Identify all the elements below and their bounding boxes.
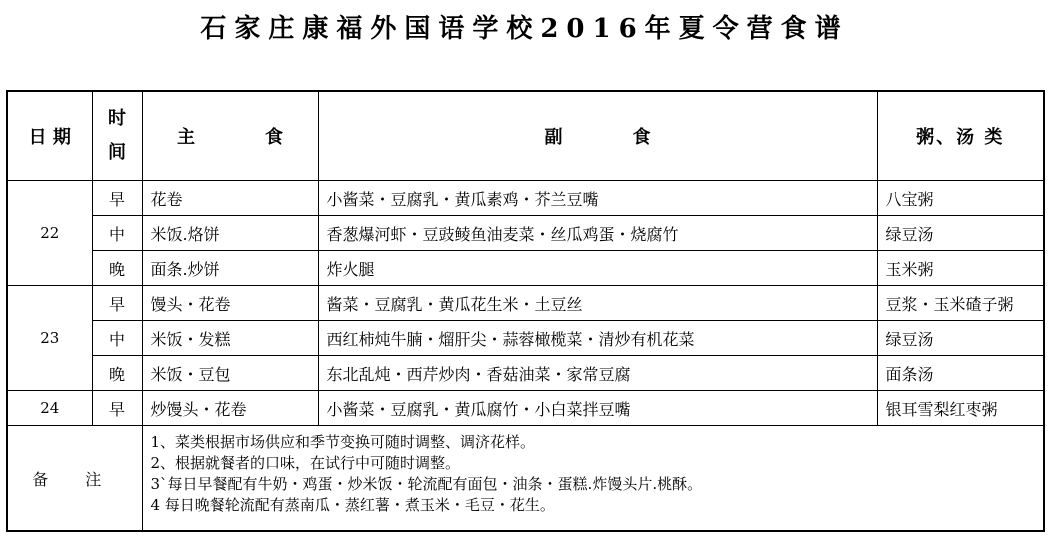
side-dishes: 西红柿炖牛腩・熘肝尖・蒜蓉橄榄菜・清炒有机花菜 (318, 321, 877, 356)
meal-time: 早 (92, 181, 142, 216)
notes-content (142, 426, 1044, 532)
header-main (142, 91, 318, 181)
soup: 豆浆・玉米碴子粥 (877, 286, 1044, 321)
day-cell: 24 (7, 391, 92, 426)
table-row (7, 391, 1044, 426)
header-side-1: 副 (544, 127, 563, 148)
meal-time: 早 (92, 286, 142, 321)
note-line: 1、菜类根据市场供应和季节变换可随时调整、调济花样。 (150, 433, 536, 451)
side-dishes: 酱菜・豆腐乳・黄瓜花生米・土豆丝 (318, 286, 877, 321)
header-time-2: 间 (108, 142, 126, 163)
note-line: 3`每日早餐配有牛奶・鸡蛋・炒米饭・轮流配有面包・油条・蛋糕.炸馒头片.桃酥。 (150, 475, 703, 493)
header-soup: 粥、汤 类 (877, 91, 1044, 181)
menu-table (6, 90, 1045, 532)
side-dishes: 小酱菜・豆腐乳・黄瓜素鸡・芥兰豆嘴 (318, 181, 877, 216)
main-food: 米饭・发糕 (142, 321, 318, 356)
soup: 面条汤 (877, 356, 1044, 391)
side-dishes: 香葱爆河虾・豆豉鲮鱼油麦菜・丝瓜鸡蛋・烧腐竹 (318, 216, 877, 251)
main-food: 花卷 (142, 181, 318, 216)
table-row (7, 181, 1044, 216)
table-row (7, 251, 1044, 286)
main-food: 米饭.烙饼 (142, 216, 318, 251)
header-time (92, 91, 142, 181)
header-main-2: 食 (265, 127, 283, 148)
table-row (7, 216, 1044, 251)
note-line: 2、根据就餐者的口味，在试行中可随时调整。 (150, 454, 461, 472)
main-food: 米饭・豆包 (142, 356, 318, 391)
header-main-1: 主 (177, 127, 195, 148)
meal-time: 早 (92, 391, 142, 426)
notes-row (7, 426, 1044, 532)
table-row (7, 356, 1044, 391)
main-food: 馒头・花卷 (142, 286, 318, 321)
soup: 八宝粥 (877, 181, 1044, 216)
header-side (318, 91, 877, 181)
soup: 玉米粥 (877, 251, 1044, 286)
header-time-1: 时 (108, 108, 126, 129)
main-food: 面条.炒饼 (142, 251, 318, 286)
day-cell: 23 (7, 286, 92, 391)
meal-time: 晚 (92, 251, 142, 286)
page-title: 石家庄康福外国语学校2016年夏令营食谱 (200, 14, 849, 44)
header-row (7, 91, 1044, 181)
table-row (7, 286, 1044, 321)
meal-time: 中 (92, 216, 142, 251)
side-dishes: 炸火腿 (318, 251, 877, 286)
meal-time: 晚 (92, 356, 142, 391)
soup: 绿豆汤 (877, 216, 1044, 251)
soup: 银耳雪梨红枣粥 (877, 391, 1044, 426)
side-dishes: 东北乱炖・西芹炒肉・香菇油菜・家常豆腐 (318, 356, 877, 391)
meal-time: 中 (92, 321, 142, 356)
side-dishes: 小酱菜・豆腐乳・黄瓜腐竹・小白菜拌豆嘴 (318, 391, 877, 426)
day-cell: 22 (7, 181, 92, 286)
soup: 绿豆汤 (877, 321, 1044, 356)
header-date: 日 期 (7, 91, 92, 181)
main-food: 炒馒头・花卷 (142, 391, 318, 426)
header-side-2: 食 (632, 127, 651, 148)
notes-label: 备 注 (7, 426, 142, 532)
note-line: 4 每日晚餐轮流配有蒸南瓜・蒸红薯・煮玉米・毛豆・花生。 (150, 496, 555, 514)
table-row (7, 321, 1044, 356)
